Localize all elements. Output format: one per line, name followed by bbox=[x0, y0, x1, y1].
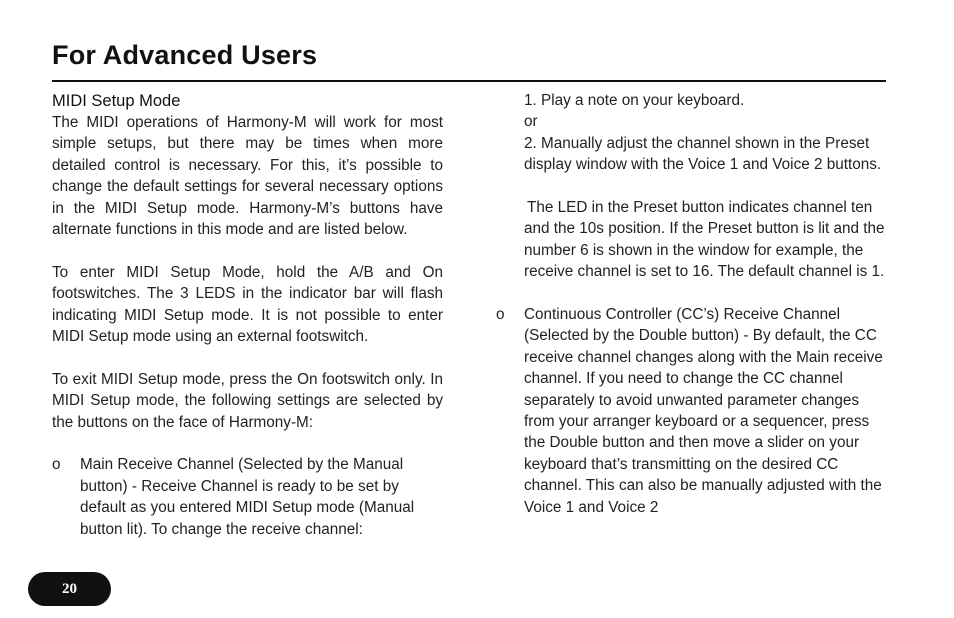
cc-receive-channel-text: Continuous Controller (CC’s) Receive Channel (Selected by the Double button) - By default, the CC receive channel changes along with the Main receive channel. If you need to change the CC channel separately to avoid unwanted parameter changes from your arranger keyboard or a sequencer, press the Double button and then move a slider on your keyboard that’s transmitting on the desired CC channel. This can also be manually adjusted with the Voice 1 and Voice 2 bbox=[524, 306, 883, 516]
step-1-text: 1. Play a note on your keyboard. bbox=[524, 92, 745, 109]
led-note-text: The LED in the Preset button indicates channel ten and the 10s position. If the Preset button is lit and the number 6 is shown in the window for example, the receive channel is set to 16. The default channel is 1. bbox=[524, 199, 885, 281]
page-title: For Advanced Users bbox=[52, 40, 318, 70]
or-text: or bbox=[524, 113, 538, 131]
exit-setup-paragraph: To exit MIDI Setup mode, press the On footswitch only. In MIDI Setup mode, the following settings are selected by the buttons on the face of Harmony-M: bbox=[52, 370, 443, 431]
section-heading: MIDI Setup Mode bbox=[52, 92, 181, 110]
bullet-mark: o bbox=[496, 306, 505, 324]
step-2-text: 2. Manually adjust the channel shown in the Preset display window with the Voice 1 and Voice 2 buttons. bbox=[524, 134, 882, 174]
intro-paragraph: The MIDI operations of Harmony-M will work for most simple setups, but there may be times when more detailed control is necessary. For this, it’s possible to change the default settings for several necessary options in the MIDI Setup mode. Harmony-M’s buttons have alternate functions in this mode and are listed below. bbox=[52, 114, 443, 239]
list-item bbox=[496, 304, 886, 518]
page-number: 20 bbox=[62, 580, 77, 597]
page-number-badge bbox=[28, 572, 111, 606]
enter-setup-paragraph: To enter MIDI Setup Mode, hold the A/B and On footswitches. The 3 LEDS in the indicator bar will flash indicating MIDI Setup mode. It is not possible to enter MIDI Setup mode using an external footswitch. bbox=[52, 263, 443, 346]
left-column bbox=[52, 90, 443, 540]
bullet-mark: o bbox=[52, 456, 61, 474]
right-column bbox=[496, 90, 886, 518]
list-item bbox=[52, 454, 443, 540]
title-divider bbox=[52, 80, 886, 82]
main-receive-channel-text: Main Receive Channel (Selected by the Manual button) - Receive Channel is ready to be set by default as you entered MIDI Setup mode (Manual button lit). To change the receive channel: bbox=[80, 456, 415, 538]
